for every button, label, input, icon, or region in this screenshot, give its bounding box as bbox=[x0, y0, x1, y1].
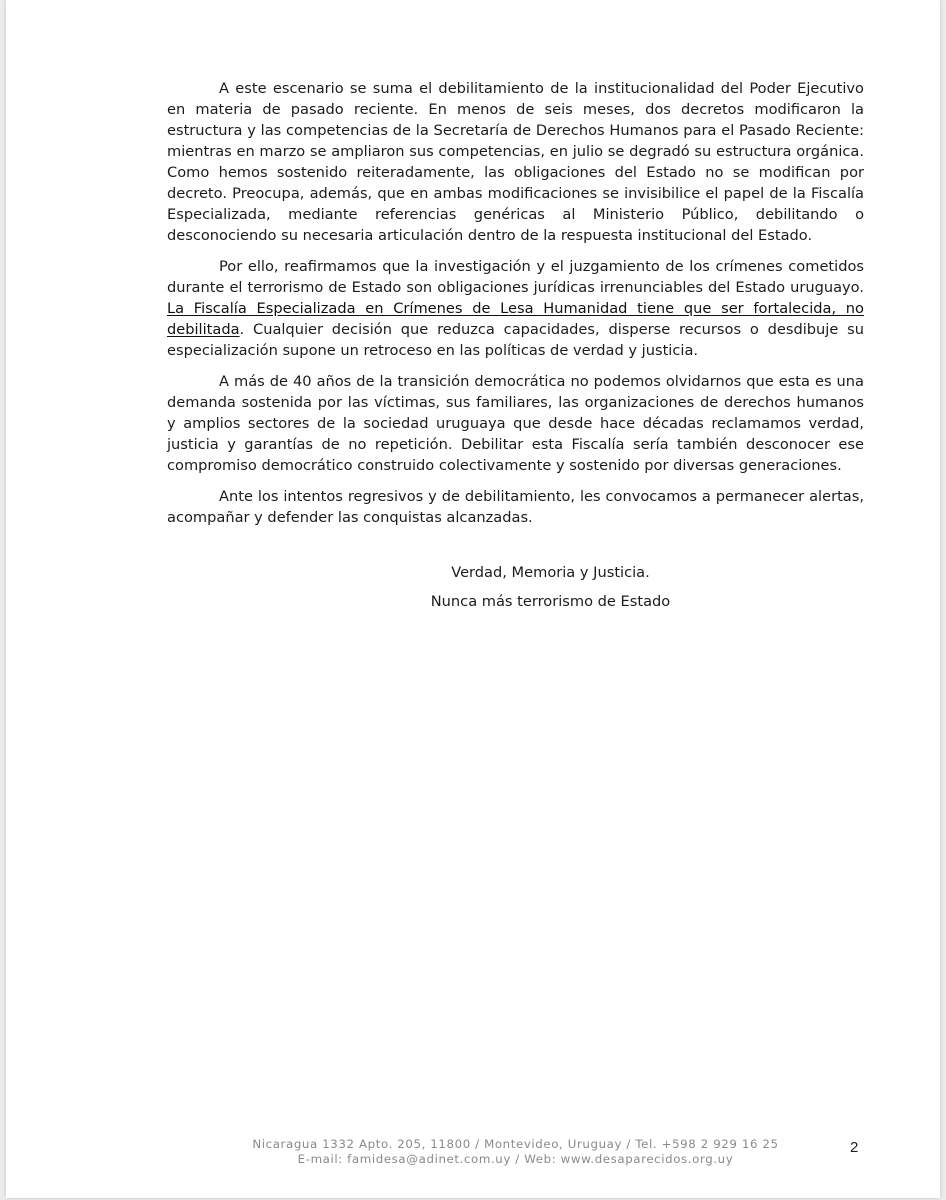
paragraph-reaffirmation bbox=[167, 256, 864, 361]
paragraph-call-to-action: Ante los intentos regresivos y de debilitamiento, les convocamos a permanecer alertas, acompañar y defender las conquistas alcanzadas. bbox=[167, 488, 864, 526]
paragraph-reaffirmation-intro: Por ello, reafirmamos que la investigación y el juzgamiento de los crímenes cometidos durante el terrorismo de Estado son obligaciones jurídicas irrenunciables del Estado uruguayo. bbox=[167, 258, 864, 296]
underlined-statement: La Fiscalía Especializada en Crímenes de Lesa Humanidad tiene que ser fortalecida, no debilitada bbox=[167, 300, 864, 338]
paragraph-institutional-weakening: A este escenario se suma el debilitamiento de la institucionalidad del Poder Ejecutivo en materia de pasado reciente. En menos de seis meses, dos decretos modificaron la estructura y las competencias de la Secretaría de Derechos Humanos para el Pasado Reciente: mientras en marzo se ampliaron sus competencias, en julio se degradó su estructura orgánica. Como hemos sostenido reiteradamente, las obligaciones del Estado no se modifican por decreto. Preocupa, además, que en ambas modificaciones se invisibilice el papel de la Fiscalía Especializada, mediante referencias genéricas al Ministerio Público, debilitando o desconociendo su necesaria articulación dentro de la respuesta institucional del Estado. bbox=[167, 80, 864, 244]
paragraph-democratic-transition: A más de 40 años de la transición democrática no podemos olvidarnos que esta es una demanda sostenida por las víctimas, sus familiares, las organizaciones de derechos humanos y amplios sectores de la sociedad uruguaya que desde hace décadas reclamamos verdad, justicia y garantías de no repetición. Debilitar esta Fiscalía sería también desconocer ese compromiso democrático construido colectivamente y sostenido por diversas generaciones. bbox=[167, 373, 864, 474]
page-footer bbox=[167, 1137, 864, 1167]
page-number: 2 bbox=[850, 1139, 859, 1156]
footer-address: Nicaragua 1332 Apto. 205, 11800 / Montevideo, Uruguay / Tel. +598 2 929 16 25 bbox=[252, 1137, 779, 1151]
letter-body bbox=[167, 78, 864, 610]
closing-slogans bbox=[167, 562, 864, 620]
closing-line-2: Nunca más terrorismo de Estado bbox=[430, 593, 671, 610]
document-page bbox=[6, 0, 940, 1198]
closing-line-1: Verdad, Memoria y Justicia. bbox=[451, 564, 650, 581]
paragraph-reaffirmation-outro: . Cualquier decisión que reduzca capacidades, disperse recursos o desdibuje su especialización supone un retroceso en las políticas de verdad y justicia. bbox=[167, 321, 864, 359]
footer-contact: E-mail: famidesa@adinet.com.uy / Web: www.desaparecidos.org.uy bbox=[297, 1152, 734, 1166]
